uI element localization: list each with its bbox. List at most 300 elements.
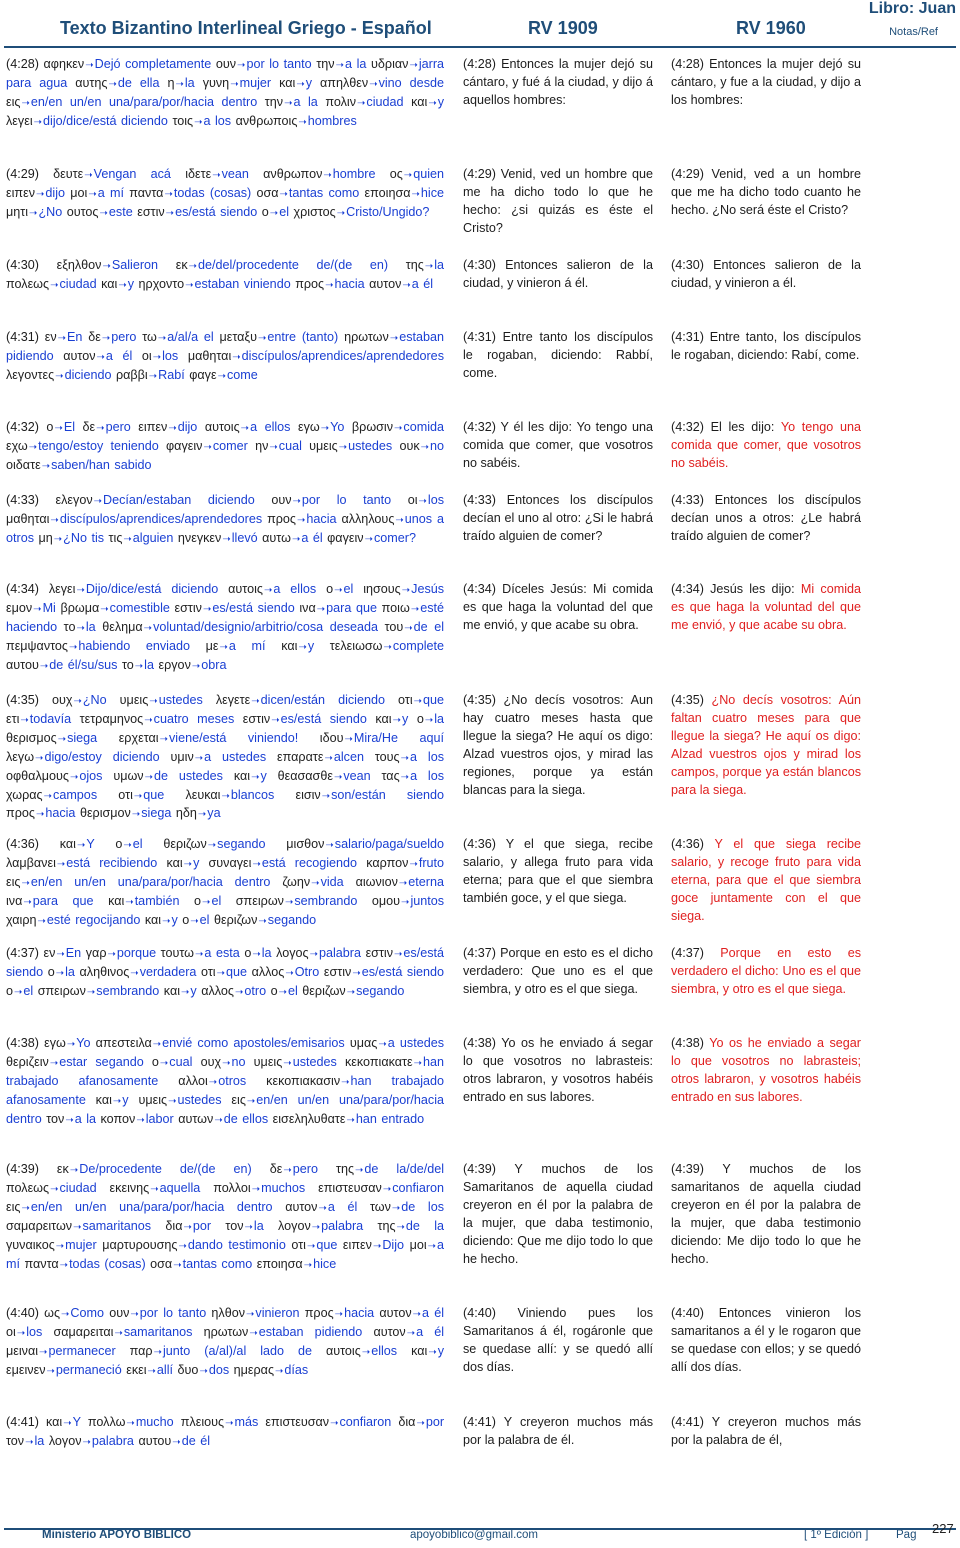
spanish-gloss: es/está siendo bbox=[212, 600, 295, 615]
spanish-gloss: comestible bbox=[109, 600, 170, 615]
arrow-icon: ➝ bbox=[283, 1057, 292, 1069]
arrow-icon: ➝ bbox=[298, 641, 307, 653]
arrow-icon: ➝ bbox=[112, 1095, 122, 1107]
greek-word: τετραμηνος bbox=[79, 711, 144, 726]
arrow-icon: ➝ bbox=[208, 1076, 218, 1088]
arrow-icon: ➝ bbox=[341, 1076, 350, 1088]
arrow-icon: ➝ bbox=[416, 1418, 425, 1429]
spanish-gloss: Otro bbox=[294, 964, 320, 979]
arrow-icon: ➝ bbox=[84, 170, 93, 181]
greek-word: εγω bbox=[298, 420, 320, 434]
greek-word: ο bbox=[47, 964, 55, 979]
spanish-gloss: otros bbox=[218, 1073, 247, 1088]
spanish-gloss: hice bbox=[313, 1256, 337, 1271]
spanish-gloss: fruto bbox=[418, 855, 445, 870]
greek-word: αλλος bbox=[201, 983, 234, 998]
spanish-gloss: porque bbox=[116, 946, 157, 960]
header-rv1960: RV 1960 bbox=[736, 18, 806, 38]
arrow-icon: ➝ bbox=[191, 660, 201, 672]
greek-word: ηνεγκεν bbox=[177, 530, 222, 545]
arrow-icon: ➝ bbox=[66, 1039, 76, 1050]
spanish-gloss: hombre bbox=[332, 167, 376, 181]
arrow-icon: ➝ bbox=[35, 752, 44, 764]
greek-word: ινα bbox=[299, 600, 316, 615]
arrow-icon: ➝ bbox=[69, 1165, 79, 1176]
arrow-icon: ➝ bbox=[37, 915, 46, 927]
greek-word: θεριζων bbox=[213, 912, 258, 927]
greek-word: προς bbox=[304, 1306, 334, 1320]
spanish-gloss: todas (cosas) bbox=[69, 1256, 146, 1271]
spanish-gloss: ojos bbox=[79, 768, 103, 783]
arrow-icon: ➝ bbox=[232, 351, 241, 363]
arrow-icon: ➝ bbox=[183, 858, 193, 870]
spanish-gloss: ¿No bbox=[38, 204, 63, 219]
rv1960-text bbox=[671, 56, 861, 132]
spanish-gloss: hacia bbox=[45, 806, 76, 821]
greek-word: ηρωτων bbox=[344, 330, 389, 344]
greek-word: και bbox=[163, 983, 181, 998]
arrow-icon: ➝ bbox=[150, 1183, 159, 1195]
greek-word: και bbox=[411, 1343, 428, 1358]
greek-word: εγω bbox=[44, 1036, 66, 1050]
arrow-icon: ➝ bbox=[194, 116, 203, 128]
rv1960-intro: (4:35) bbox=[671, 693, 712, 707]
arrow-icon: ➝ bbox=[372, 1240, 382, 1252]
arrow-icon: ➝ bbox=[56, 858, 66, 870]
spanish-gloss: hice bbox=[420, 185, 445, 200]
arrow-icon: ➝ bbox=[427, 1240, 437, 1252]
greek-word: εχω bbox=[6, 438, 28, 453]
rv1960-plain: (4:41) Y creyeron muchos más por la palabra de él, bbox=[671, 1415, 861, 1447]
arrow-icon: ➝ bbox=[309, 949, 318, 960]
arrow-icon: ➝ bbox=[29, 207, 38, 219]
greek-word: και bbox=[101, 276, 118, 291]
spanish-gloss: habiendo enviado bbox=[78, 638, 190, 653]
greek-word: ουκ bbox=[399, 438, 420, 453]
greek-word: ειπεν bbox=[6, 185, 36, 200]
spanish-gloss: el bbox=[287, 983, 298, 998]
arrow-icon: ➝ bbox=[108, 78, 117, 90]
spanish-gloss: ciudad bbox=[366, 94, 404, 109]
spanish-gloss: dos bbox=[208, 1362, 230, 1377]
spanish-gloss: unos a otros bbox=[6, 511, 445, 545]
greek-word: ειπεν bbox=[138, 420, 168, 434]
spanish-gloss: alguien bbox=[132, 530, 174, 545]
arrow-icon: ➝ bbox=[428, 97, 437, 109]
greek-word: υμεις bbox=[119, 693, 149, 707]
interlinear-text bbox=[6, 581, 444, 676]
spanish-gloss: discípulos/aprendices/aprendedores bbox=[59, 511, 263, 526]
arrow-icon: ➝ bbox=[389, 333, 399, 344]
greek-word: κοπον bbox=[100, 1111, 136, 1126]
greek-word: προς bbox=[6, 806, 35, 821]
greek-word: την bbox=[264, 94, 284, 109]
rv1960-text bbox=[671, 1414, 861, 1452]
greek-word: αυτον bbox=[63, 348, 96, 363]
spanish-gloss: de él/su/sus bbox=[49, 657, 118, 672]
spanish-gloss: a ustedes bbox=[387, 1036, 445, 1050]
header-book: Libro: Juan bbox=[868, 0, 956, 17]
greek-word: κεκοπιακασιν bbox=[266, 1073, 341, 1088]
greek-word: αλλοι bbox=[178, 1073, 208, 1088]
arrow-icon: ➝ bbox=[69, 771, 79, 783]
rv1960-red-letter: Yo os he enviado a segar lo que vosotros no labrasteis; otros labraron, y vosotros habéis entrado en sus labores. bbox=[671, 1036, 861, 1104]
greek-word: εστιν bbox=[174, 600, 202, 615]
rv1960-text bbox=[671, 945, 861, 1002]
greek-word: ετι bbox=[6, 711, 20, 726]
greek-word: την bbox=[316, 57, 335, 71]
rv1960-plain: (4:30) Entonces salieron de la ciudad, y vinieron a él. bbox=[671, 258, 861, 290]
arrow-icon: ➝ bbox=[334, 1309, 344, 1320]
verse-row bbox=[0, 1161, 861, 1274]
spanish-gloss: son/están siendo bbox=[331, 787, 444, 802]
greek-word: υμας bbox=[349, 1036, 378, 1050]
arrow-icon: ➝ bbox=[175, 78, 184, 90]
arrow-icon: ➝ bbox=[54, 423, 63, 434]
greek-word: τω bbox=[142, 330, 157, 344]
greek-word: τον bbox=[46, 1111, 65, 1126]
arrow-icon: ➝ bbox=[316, 603, 326, 615]
rv1909-text: (4:31) Entre tanto los discípulos le rogaban, diciendo: Rabbí, come. bbox=[463, 330, 653, 380]
arrow-icon: ➝ bbox=[178, 1240, 187, 1252]
spanish-gloss: hacia bbox=[306, 511, 337, 526]
rv1960-plain: (4:40) Entonces vinieron los samaritanos a él y le rogaron que se quedase con ellos; y se quedó allí dos días. bbox=[671, 1306, 861, 1374]
spanish-gloss: hacia bbox=[334, 276, 365, 291]
spanish-gloss: ¿No tis bbox=[63, 530, 105, 545]
rv1909-text: (4:30) Entonces salieron de la ciudad, y vinieron á él. bbox=[463, 258, 653, 290]
interlinear-text bbox=[6, 836, 444, 931]
arrow-icon: ➝ bbox=[411, 188, 420, 200]
greek-word: ομου bbox=[371, 893, 401, 908]
greek-word: αιωνιον bbox=[355, 874, 398, 889]
spanish-gloss: a ellos bbox=[250, 420, 291, 434]
arrow-icon: ➝ bbox=[410, 603, 420, 615]
spanish-gloss: en/en un/en una/para/por/hacia dentro bbox=[30, 1199, 273, 1214]
arrow-icon: ➝ bbox=[190, 915, 199, 927]
arrow-icon: ➝ bbox=[131, 809, 141, 821]
arrow-icon: ➝ bbox=[401, 585, 411, 596]
spanish-gloss: es/está siendo bbox=[280, 711, 367, 726]
arrow-icon: ➝ bbox=[185, 279, 194, 291]
greek-word: το bbox=[121, 657, 134, 672]
arrow-icon: ➝ bbox=[244, 1221, 253, 1233]
arrow-icon: ➝ bbox=[164, 188, 173, 200]
spanish-gloss: segando bbox=[356, 983, 405, 998]
arrow-icon: ➝ bbox=[234, 986, 244, 998]
greek-word: λεγει bbox=[6, 113, 33, 128]
interlinear-text bbox=[6, 257, 444, 295]
rv1960-red-letter: Mi comida es que haga la voluntad del que me envió, y que acabe su obra. bbox=[671, 582, 861, 632]
arrow-icon: ➝ bbox=[219, 641, 228, 653]
arrow-icon: ➝ bbox=[222, 1057, 231, 1069]
spanish-gloss: la bbox=[144, 657, 154, 672]
arrow-icon: ➝ bbox=[303, 1259, 313, 1271]
spanish-gloss: palabra bbox=[318, 946, 361, 960]
greek-word: δια bbox=[165, 1218, 183, 1233]
greek-word: ηρωτων bbox=[203, 1324, 249, 1339]
arrow-icon: ➝ bbox=[35, 809, 45, 821]
verse-ref: (4:38) bbox=[6, 1036, 39, 1050]
arrow-icon: ➝ bbox=[278, 986, 287, 998]
verse-row bbox=[0, 1305, 861, 1381]
spanish-gloss: vean bbox=[343, 768, 371, 783]
greek-word: δε bbox=[82, 420, 96, 434]
verse-ref: (4:28) bbox=[6, 57, 39, 71]
arrow-icon: ➝ bbox=[136, 1114, 145, 1126]
spanish-gloss: el bbox=[199, 912, 210, 927]
arrow-icon: ➝ bbox=[222, 533, 231, 545]
footer-email: apoyobiblico@gmail.com bbox=[410, 1529, 539, 1541]
spanish-gloss: no bbox=[231, 1054, 246, 1069]
spanish-gloss: ciudad bbox=[59, 276, 97, 291]
greek-word: οφθαλμους bbox=[6, 768, 69, 783]
greek-word: δια bbox=[398, 1415, 416, 1429]
spanish-gloss: eterna bbox=[408, 874, 445, 889]
greek-word: επιστευσαν bbox=[318, 1180, 382, 1195]
spanish-gloss: dijo/dice/está diciendo bbox=[43, 113, 168, 128]
spanish-gloss: estaban pidiendo bbox=[6, 330, 445, 363]
arrow-icon: ➝ bbox=[59, 1259, 69, 1271]
greek-word: υμεις bbox=[253, 1054, 283, 1069]
spanish-gloss: campos bbox=[53, 787, 98, 802]
spanish-gloss: El bbox=[63, 420, 76, 434]
greek-word: απηλθεν bbox=[320, 75, 369, 90]
greek-word: ραββι bbox=[115, 367, 148, 382]
spanish-gloss: comida bbox=[403, 420, 445, 434]
arrow-icon: ➝ bbox=[101, 333, 111, 344]
spanish-gloss: hombres bbox=[307, 113, 357, 128]
spanish-gloss: a él bbox=[301, 530, 323, 545]
spanish-gloss: los bbox=[26, 1324, 43, 1339]
greek-word: υμων bbox=[113, 768, 144, 783]
greek-word: τας bbox=[381, 768, 400, 783]
arrow-icon: ➝ bbox=[39, 660, 49, 672]
greek-word: ερχεται bbox=[118, 730, 159, 745]
arrow-icon: ➝ bbox=[152, 351, 162, 363]
arrow-icon: ➝ bbox=[378, 1039, 387, 1050]
spanish-gloss: palabra bbox=[91, 1433, 134, 1448]
arrow-icon: ➝ bbox=[394, 423, 403, 434]
spanish-gloss: la bbox=[34, 1433, 45, 1448]
rv1960-text bbox=[671, 419, 861, 476]
spanish-gloss: segando bbox=[217, 837, 266, 851]
spanish-gloss: muchos bbox=[261, 1180, 306, 1195]
arrow-icon: ➝ bbox=[252, 858, 261, 870]
arrow-icon: ➝ bbox=[85, 60, 94, 71]
greek-word: και bbox=[411, 94, 428, 109]
greek-word: αληθινος bbox=[79, 964, 130, 979]
greek-word: εισεληλυθατε bbox=[272, 1111, 346, 1126]
arrow-icon: ➝ bbox=[258, 915, 267, 927]
arrow-icon: ➝ bbox=[102, 261, 111, 272]
spanish-gloss: Cristo/Ungido? bbox=[346, 204, 430, 219]
spanish-gloss: a esta bbox=[204, 946, 240, 960]
spanish-gloss: Y bbox=[72, 1415, 81, 1429]
rv1960-intro: (4:36) bbox=[671, 837, 715, 851]
spanish-gloss: la bbox=[261, 946, 272, 960]
greek-word: θερισμος bbox=[6, 730, 57, 745]
header-title: Texto Bizantino Interlineal Griego - Español bbox=[60, 18, 432, 38]
arrow-icon: ➝ bbox=[275, 1365, 284, 1377]
arrow-icon: ➝ bbox=[96, 423, 105, 434]
arrow-icon: ➝ bbox=[33, 116, 43, 128]
arrow-icon: ➝ bbox=[50, 1183, 59, 1195]
greek-word: ουν bbox=[109, 1306, 130, 1320]
spanish-gloss: a los bbox=[203, 113, 232, 128]
interlinear-text bbox=[6, 166, 444, 238]
spanish-gloss: más bbox=[234, 1415, 259, 1429]
greek-word: δυο bbox=[177, 1362, 199, 1377]
spanish-gloss: el bbox=[279, 204, 289, 219]
interlinear-text bbox=[6, 492, 444, 549]
greek-word: εις bbox=[231, 1092, 246, 1107]
greek-word: της bbox=[377, 1218, 396, 1233]
greek-word: και bbox=[59, 837, 76, 851]
arrow-icon: ➝ bbox=[279, 188, 288, 200]
greek-word: εξηλθον bbox=[56, 258, 102, 272]
greek-word: ο bbox=[261, 204, 269, 219]
spanish-gloss: ellos bbox=[371, 1343, 398, 1358]
greek-word: εις bbox=[6, 94, 21, 109]
greek-word: εστιν bbox=[242, 711, 271, 726]
spanish-gloss: Decían/estaban diciendo bbox=[103, 493, 255, 507]
spanish-gloss: hacia bbox=[344, 1306, 375, 1320]
arrow-icon: ➝ bbox=[251, 1183, 261, 1195]
greek-word: υμεις bbox=[138, 1092, 168, 1107]
spanish-gloss: para que bbox=[326, 600, 378, 615]
greek-word: θεασασθε bbox=[277, 768, 333, 783]
interlinear-text bbox=[6, 56, 444, 132]
arrow-icon: ➝ bbox=[252, 949, 261, 960]
arrow-icon: ➝ bbox=[406, 1327, 416, 1339]
arrow-icon: ➝ bbox=[100, 603, 109, 615]
greek-word: λεγει bbox=[48, 582, 76, 596]
spanish-gloss: y bbox=[190, 983, 197, 998]
arrow-icon: ➝ bbox=[73, 696, 82, 707]
greek-word: ουν bbox=[215, 57, 237, 71]
spanish-gloss: y bbox=[127, 276, 135, 291]
rv1960-text bbox=[671, 329, 861, 386]
arrow-icon: ➝ bbox=[249, 1327, 258, 1339]
greek-word: ανθρωπον bbox=[263, 167, 323, 181]
arrow-icon: ➝ bbox=[336, 207, 346, 219]
spanish-gloss: y bbox=[171, 912, 178, 927]
arrow-icon: ➝ bbox=[188, 261, 198, 272]
greek-word: εργον bbox=[158, 657, 191, 672]
greek-word: οτι bbox=[291, 1237, 306, 1252]
greek-word: ο bbox=[326, 582, 334, 596]
greek-word: ο bbox=[244, 946, 252, 960]
spanish-gloss: de él bbox=[181, 1433, 210, 1448]
greek-word: ιδετε bbox=[185, 167, 212, 181]
verse-ref: (4:31) bbox=[6, 330, 39, 344]
spanish-gloss: Jesús bbox=[411, 582, 445, 596]
arrow-icon: ➝ bbox=[57, 733, 67, 745]
arrow-icon: ➝ bbox=[225, 1418, 234, 1429]
rv1960-intro: (4:34) Jesús les dijo: bbox=[671, 582, 801, 596]
arrow-icon: ➝ bbox=[409, 60, 418, 71]
interlinear-text bbox=[6, 945, 444, 1002]
greek-word: ως bbox=[44, 1306, 61, 1320]
greek-word: και bbox=[144, 912, 162, 927]
greek-word: και bbox=[279, 75, 296, 90]
greek-word: προς bbox=[267, 511, 297, 526]
arrow-icon: ➝ bbox=[123, 840, 132, 851]
arrow-icon: ➝ bbox=[96, 351, 105, 363]
rv1960-red-letter: ¿No decís vosotros: Aún faltan cuatro meses para que llegue la siega? He aquí os digo: Alzad vuestros ojos y mirad los campos, porque ya están blancos para la siega. bbox=[671, 693, 861, 797]
spanish-gloss: voluntad/designio/arbitrio/cosa deseada bbox=[153, 619, 379, 634]
spanish-gloss: la bbox=[253, 1218, 264, 1233]
greek-word: ο bbox=[182, 912, 190, 927]
header-rv1909: RV 1909 bbox=[528, 18, 598, 38]
verse-ref: (4:32) bbox=[6, 420, 39, 434]
arrow-icon: ➝ bbox=[130, 967, 139, 979]
arrow-icon: ➝ bbox=[21, 1202, 30, 1214]
greek-word: οιδατε bbox=[6, 457, 41, 472]
greek-word: βρωμα bbox=[60, 600, 100, 615]
arrow-icon: ➝ bbox=[333, 771, 343, 783]
spanish-gloss: saben/han sabido bbox=[51, 457, 152, 472]
greek-word: σαμαρειται bbox=[53, 1324, 114, 1339]
spanish-gloss: de la bbox=[405, 1218, 445, 1233]
greek-word: λευκαι bbox=[185, 787, 221, 802]
greek-word: πολεως bbox=[6, 1180, 50, 1195]
greek-word: μοι bbox=[409, 1237, 427, 1252]
verse-row bbox=[0, 945, 861, 1002]
greek-word: και bbox=[46, 1415, 63, 1429]
arrow-icon: ➝ bbox=[86, 986, 96, 998]
greek-word: αυτον bbox=[285, 1199, 318, 1214]
arrow-icon: ➝ bbox=[297, 514, 306, 526]
arrow-icon: ➝ bbox=[159, 733, 168, 745]
verse-row bbox=[0, 56, 861, 132]
spanish-gloss: a la bbox=[344, 57, 367, 71]
arrow-icon: ➝ bbox=[413, 1057, 423, 1069]
arrow-icon: ➝ bbox=[36, 188, 45, 200]
arrow-icon: ➝ bbox=[114, 1327, 123, 1339]
greek-word: υδριαν bbox=[371, 57, 409, 71]
spanish-gloss: Y bbox=[86, 837, 95, 851]
rv1960-plain: (4:33) Entonces los discípulos decían unos a otros: ¿Le habrá traído alguien de comer? bbox=[671, 493, 861, 543]
greek-word: αλλος bbox=[251, 964, 285, 979]
spanish-gloss: y bbox=[402, 711, 409, 726]
greek-word: λογος bbox=[276, 946, 309, 960]
arrow-icon: ➝ bbox=[99, 207, 108, 219]
greek-word: και bbox=[375, 711, 392, 726]
spanish-gloss: estaban viniendo bbox=[194, 276, 291, 291]
greek-word: ινα bbox=[6, 893, 23, 908]
greek-word: οτι bbox=[398, 693, 413, 707]
spanish-gloss: labor bbox=[145, 1111, 174, 1126]
spanish-gloss: para que bbox=[32, 893, 94, 908]
spanish-gloss: a/al/a el bbox=[167, 330, 214, 344]
arrow-icon: ➝ bbox=[394, 949, 403, 960]
spanish-gloss: blancos bbox=[230, 787, 275, 802]
spanish-gloss: pero bbox=[111, 330, 137, 344]
spanish-gloss: a él bbox=[327, 1199, 358, 1214]
greek-word: τουτω bbox=[160, 946, 194, 960]
greek-word: προς bbox=[295, 276, 325, 291]
spanish-gloss: y bbox=[260, 768, 267, 783]
greek-word: θερισμον bbox=[79, 806, 131, 821]
rv1909-text: (4:28) Entonces la mujer dejó su cántaro, y fué á la ciudad, y dijo á aquellos hombres: bbox=[463, 57, 653, 107]
verse-row bbox=[0, 1035, 861, 1130]
greek-word: μητι bbox=[6, 204, 29, 219]
arrow-icon: ➝ bbox=[323, 170, 332, 181]
greek-word: και bbox=[95, 1092, 112, 1107]
verse-ref: (4:29) bbox=[6, 167, 39, 181]
interlinear-text bbox=[6, 419, 444, 476]
